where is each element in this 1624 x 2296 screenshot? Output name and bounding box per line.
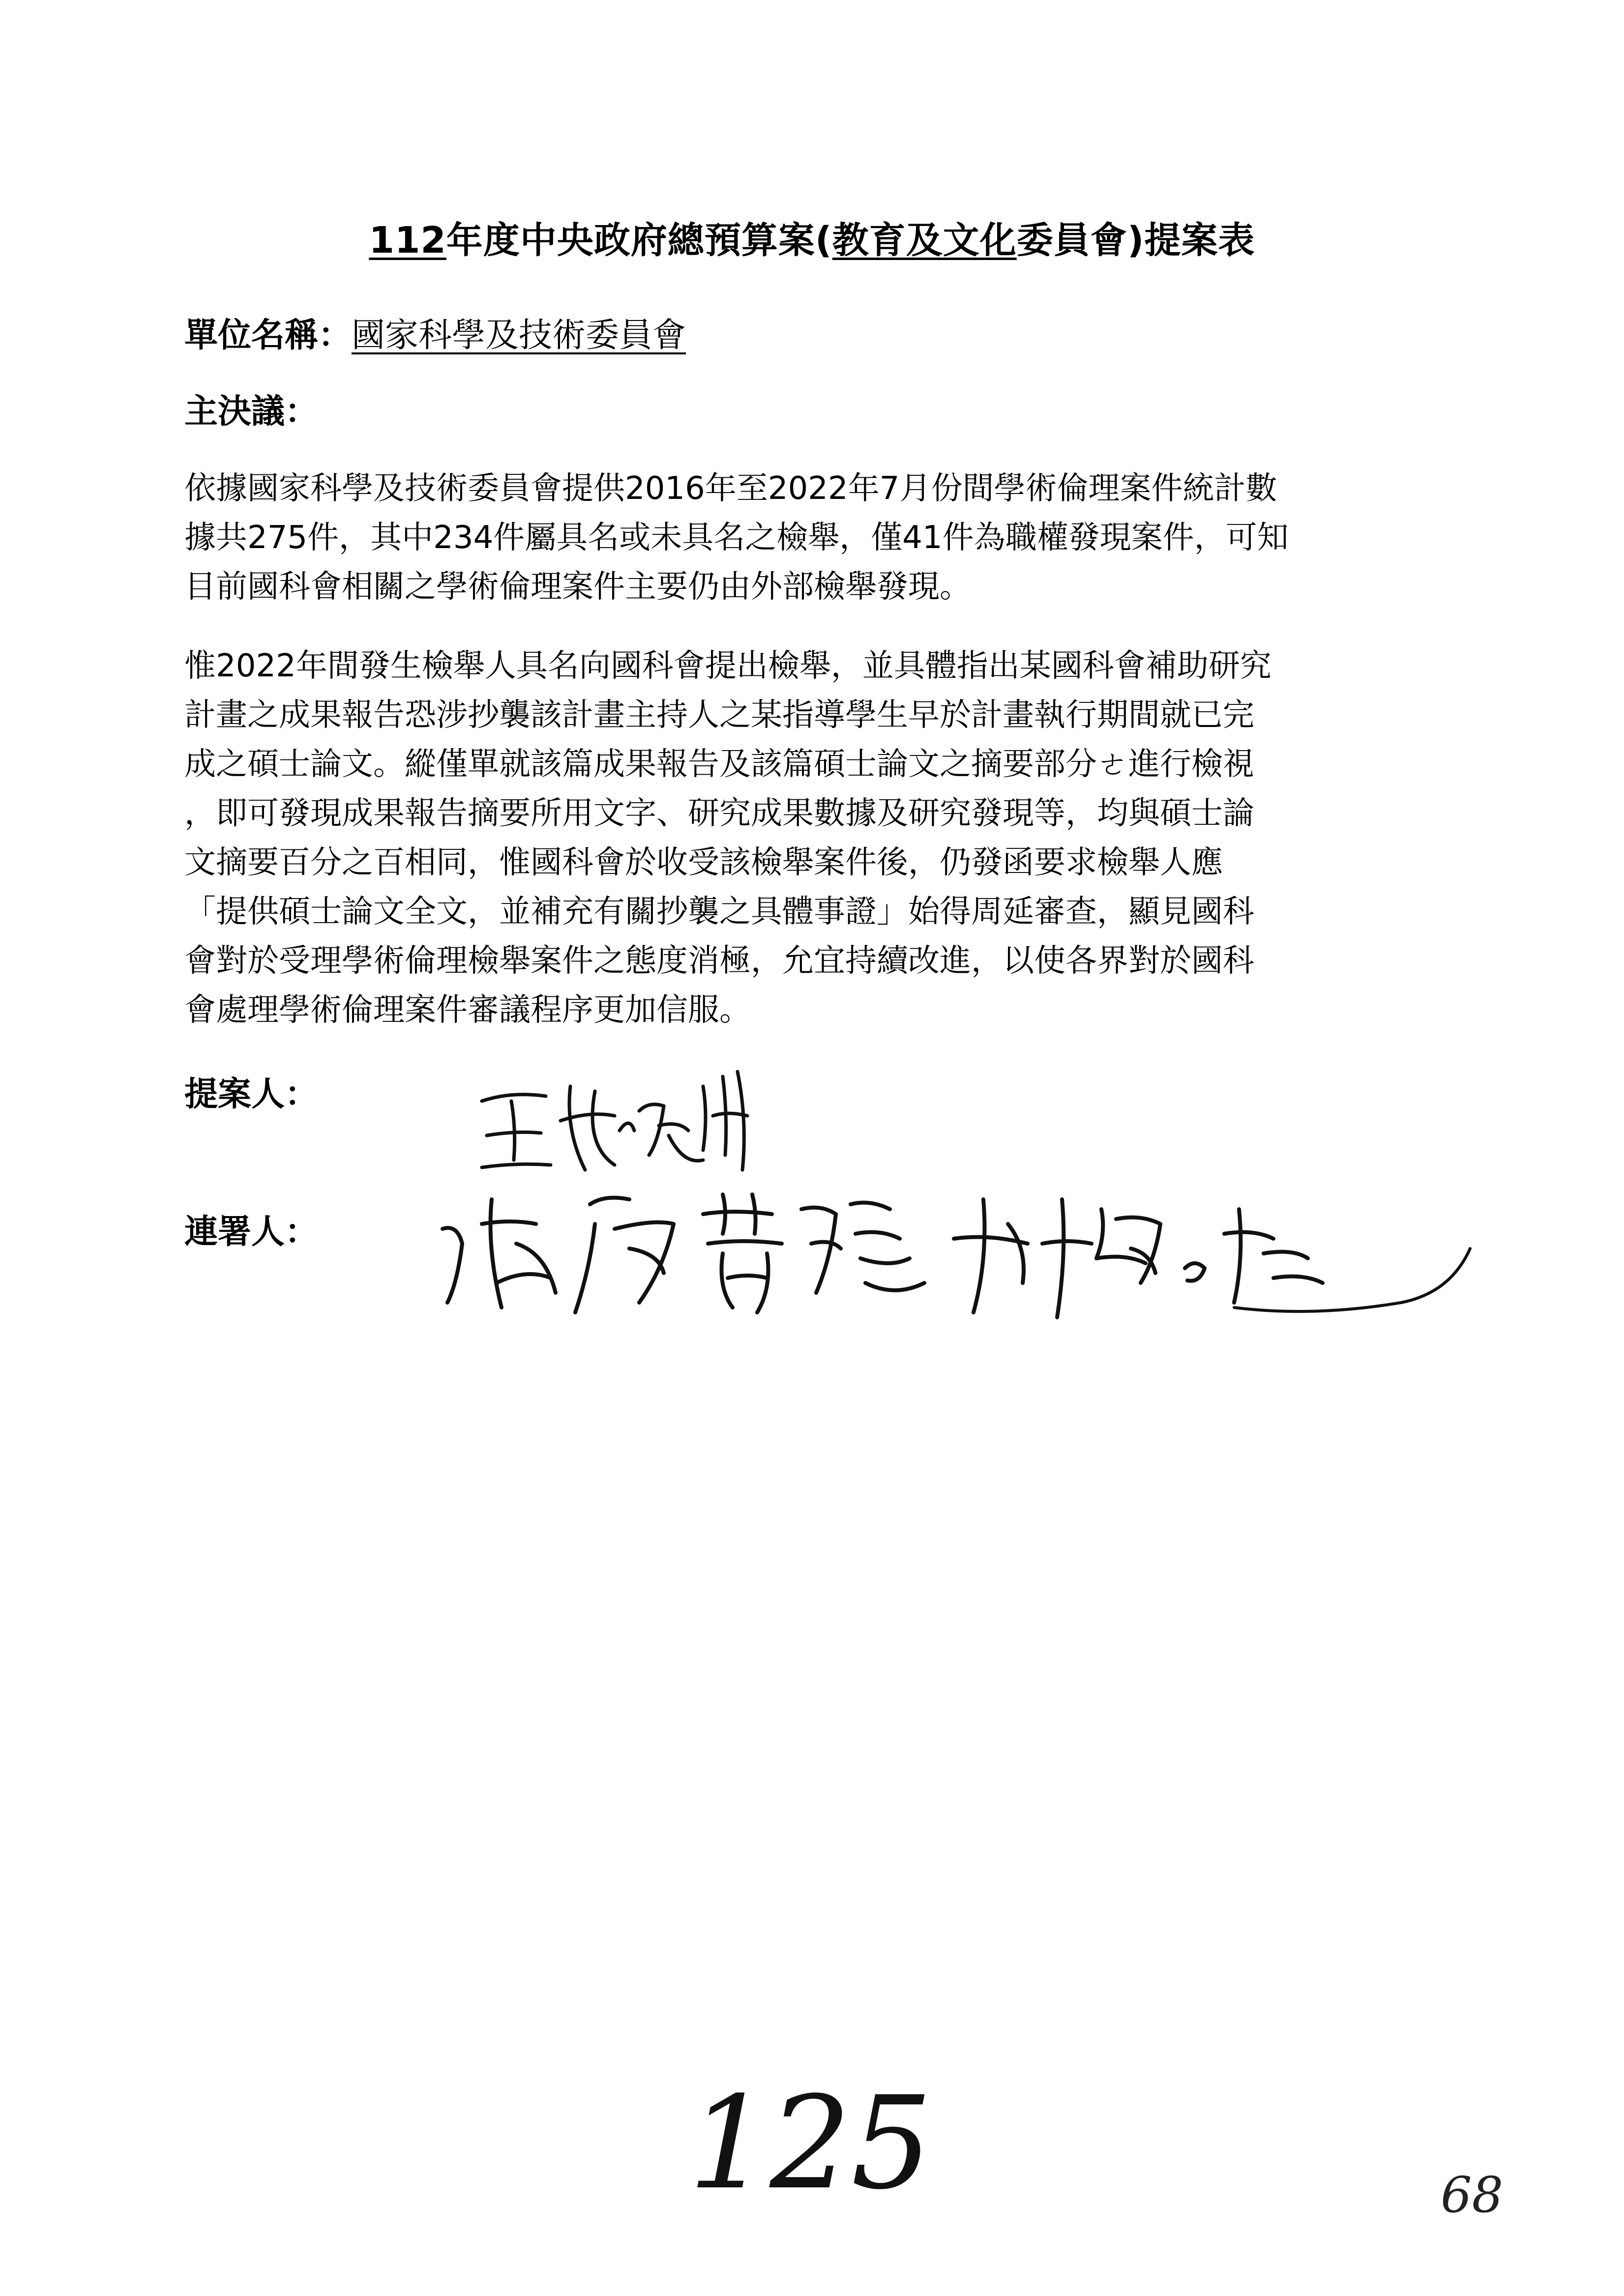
proposer-signature (472, 1057, 777, 1185)
proposer-label: 提案人： (184, 1075, 319, 1114)
paragraph-line: 成之碩士論文。縱僅單就該篇成果報告及該篇碩士論文之摘要部分ㄜ進行檢視 (184, 746, 1254, 783)
paragraph-line: 「提供碩士論文全文，並補充有關抄襲之具體事證」始得周延審查，顯見國科 (184, 894, 1254, 930)
paragraph-line: ，即可發現成果報告摘要所用文字、研究成果數據及研究發現等，均與碩士論 (184, 795, 1254, 832)
main-resolution-label: 主決議： (184, 392, 319, 431)
title-year: 112 (369, 219, 446, 262)
cosigner-signatures (428, 1170, 1480, 1327)
paragraph-line: 依據國家科學及技術委員會提供2016年至2022年7月份間學術倫理案件統計數 (184, 470, 1277, 507)
unit-value: 國家科學及技術委員會 (352, 316, 686, 355)
handwritten-page-number-text: 68 (1441, 2166, 1504, 2224)
paragraph-2 (184, 641, 1423, 1035)
paragraph-line: 目前國科會相關之學術倫理案件主要仍由外部檢舉發現。 (184, 569, 971, 605)
paragraph-line: 據共275件，其中234件屬具名或未具名之檢舉，僅41件為職權發現案件，可知 (184, 520, 1289, 556)
paragraph-line: 會處理學術倫理案件審議程序更加信服。 (184, 992, 751, 1028)
unit-label: 單位名稱： (184, 316, 352, 355)
paragraph-1 (184, 464, 1423, 611)
paragraph-line: 計畫之成果報告恐涉抄襲該計畫主持人之某指導學生早於計畫執行期間就已完 (184, 697, 1254, 733)
main-resolution-row (184, 385, 318, 433)
document-title (0, 211, 1624, 263)
paragraph-line: 會對於受理學術倫理檢舉案件之態度消極，允宜持續改進，以使各界對於國科 (184, 943, 1254, 979)
title-committee: 教育及文化 (832, 219, 1017, 262)
handwritten-page-number (1436, 2163, 1519, 2232)
handwritten-page-total-text: 125 (688, 2069, 933, 2218)
title-middle: 年度中央政府總預算案( (446, 219, 832, 262)
paragraph-line: 文摘要百分之百相同，惟國科會於收受該檢舉案件後，仍發函要求檢舉人應 (184, 844, 1223, 881)
title-end: 委員會)提案表 (1016, 219, 1255, 262)
cosigners-label: 連署人： (184, 1213, 319, 1251)
proposer-row (184, 1068, 318, 1115)
cosigners-row (184, 1205, 318, 1253)
unit-row (184, 309, 686, 356)
paragraph-line: 惟2022年間發生檢舉人具名向國科會提出檢舉，並具體指出某國科會補助研究 (184, 648, 1271, 684)
handwritten-page-total (679, 2069, 954, 2218)
